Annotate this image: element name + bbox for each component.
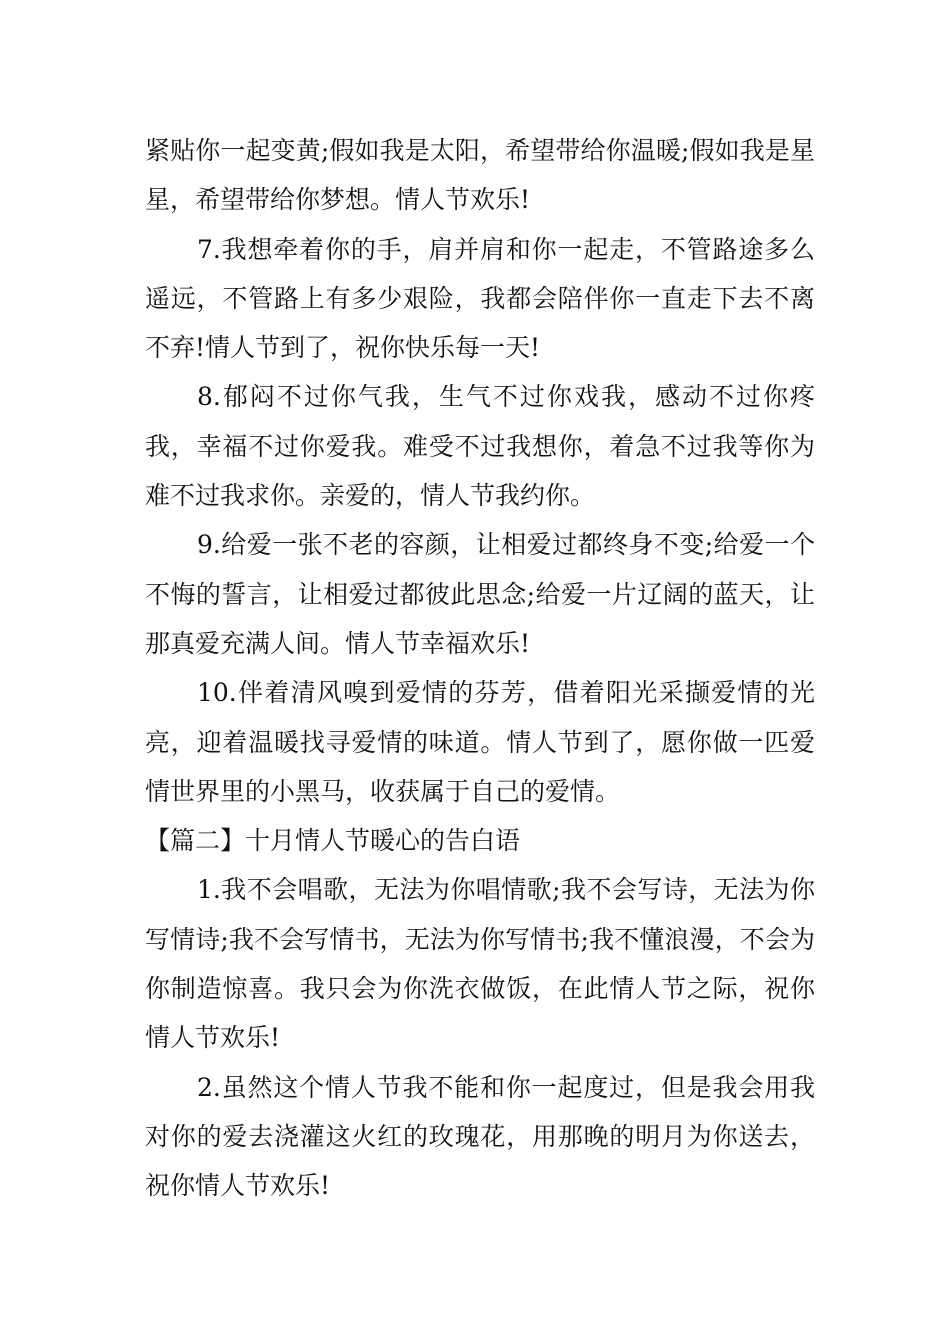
section-heading: 【篇二】十月情人节暖心的告白语 <box>145 826 521 856</box>
list-item-10: 10.伴着清风嗅到爱情的芬芳，借着阳光采撷爱情的光亮，迎着温暖找寻爱情的味道。情人节到了，愿你做一匹爱情世界里的小黑马，收获属于自己的爱情。 <box>145 678 815 806</box>
document-body <box>145 126 815 1211</box>
list-item-9: 9.给爱一张不老的容颜，让相爱过都终身不变;给爱一个不悔的誓言，让相爱过都彼此思念;给爱一片辽阔的蓝天，让那真爱充满人间。情人节幸福欢乐! <box>145 530 815 658</box>
paragraph-continuation: 紧贴你一起变黄;假如我是太阳，希望带给你温暖;假如我是星星，希望带给你梦想。情人节欢乐! <box>145 136 815 215</box>
list-item-1: 1.我不会唱歌，无法为你唱情歌;我不会写诗，无法为你写情诗;我不会写情书，无法为你写情书;我不懂浪漫，不会为你制造惊喜。我只会为你洗衣做饭，在此情人节之际，祝你情人节欢乐! <box>145 875 815 1053</box>
list-item-8: 8.郁闷不过你气我，生气不过你戏我，感动不过你疼我，幸福不过你爱我。难受不过我想你，着急不过我等你为难不过我求你。亲爱的，情人节我约你。 <box>145 382 815 511</box>
list-item-7: 7.我想牵着你的手，肩并肩和你一起走，不管路途多么遥远，不管路上有多少艰险，我都会陪伴你一直走下去不离不弃!情人节到了，祝你快乐每一天! <box>145 234 815 363</box>
list-item-2: 2.虽然这个情人节我不能和你一起度过，但是我会用我对你的爱去浇灌这火红的玫瑰花，用那晚的明月为你送去，祝你情人节欢乐! <box>145 1072 815 1201</box>
